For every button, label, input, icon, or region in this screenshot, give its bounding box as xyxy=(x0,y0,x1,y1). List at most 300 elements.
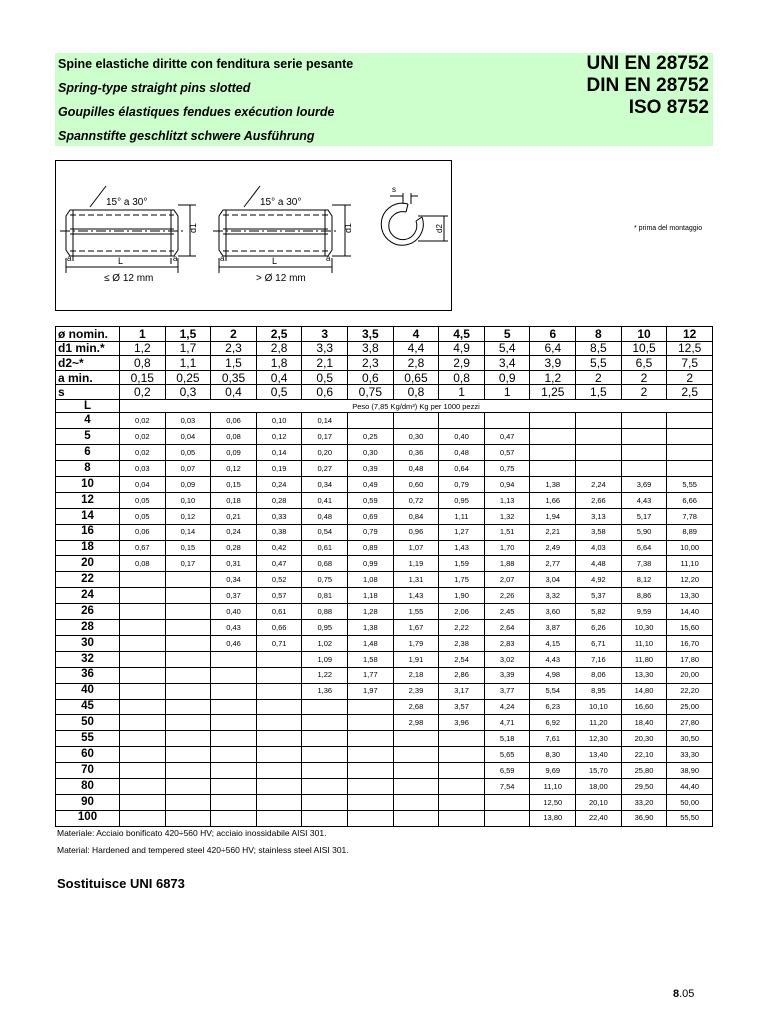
weight-value xyxy=(302,731,348,747)
weight-value: 30,50 xyxy=(667,731,713,747)
weight-value xyxy=(165,620,211,636)
weight-value: 2,26 xyxy=(484,588,530,604)
weight-value: 8,95 xyxy=(576,683,622,699)
weight-value xyxy=(439,810,485,826)
weight-value: 8,89 xyxy=(667,524,713,540)
weight-value xyxy=(256,763,302,779)
weight-value: 13,30 xyxy=(667,588,713,604)
weight-value: 5,18 xyxy=(484,731,530,747)
weight-value xyxy=(530,413,576,429)
weight-value: 4,43 xyxy=(530,651,576,667)
weight-value: 0,34 xyxy=(211,572,257,588)
weight-value: 3,60 xyxy=(530,604,576,620)
weight-value: 0,40 xyxy=(439,429,485,445)
weight-value xyxy=(439,413,485,429)
weight-value: 1,97 xyxy=(348,683,394,699)
dimension-value: 3,4 xyxy=(484,356,530,371)
weight-value: 0,57 xyxy=(256,588,302,604)
weight-value xyxy=(165,651,211,667)
weight-value: 44,40 xyxy=(667,778,713,794)
weight-value xyxy=(256,810,302,826)
weight-value xyxy=(165,667,211,683)
dimension-value: 1,8 xyxy=(256,356,302,371)
weight-value: 8,12 xyxy=(621,572,667,588)
weight-value: 0,10 xyxy=(256,413,302,429)
weight-value xyxy=(120,747,166,763)
weight-value: 0,24 xyxy=(211,524,257,540)
weight-value: 12,50 xyxy=(530,794,576,810)
length-value: 45 xyxy=(56,699,120,715)
weight-row xyxy=(56,699,713,715)
weight-value: 1,88 xyxy=(484,556,530,572)
weight-value xyxy=(256,683,302,699)
weight-value: 33,20 xyxy=(621,794,667,810)
weight-value: 0,12 xyxy=(211,461,257,477)
weight-value: 0,89 xyxy=(348,540,394,556)
dimension-value: 0,5 xyxy=(302,370,348,385)
weight-value xyxy=(484,794,530,810)
weight-value xyxy=(120,588,166,604)
weight-value xyxy=(393,731,439,747)
weight-value xyxy=(576,429,622,445)
weight-value: 20,10 xyxy=(576,794,622,810)
weight-value: 1,18 xyxy=(348,588,394,604)
weight-value: 1,13 xyxy=(484,492,530,508)
weight-row xyxy=(56,588,713,604)
weight-value xyxy=(348,731,394,747)
length-value: 26 xyxy=(56,604,120,620)
length-value: 55 xyxy=(56,731,120,747)
weight-value xyxy=(120,635,166,651)
weight-value: 1,91 xyxy=(393,651,439,667)
dimension-value: 0,2 xyxy=(120,385,166,400)
weight-value: 0,72 xyxy=(393,492,439,508)
weight-value: 3,02 xyxy=(484,651,530,667)
weight-row xyxy=(56,524,713,540)
weight-value: 0,60 xyxy=(393,477,439,493)
weight-row xyxy=(56,763,713,779)
weight-value: 15,70 xyxy=(576,763,622,779)
weight-value xyxy=(439,778,485,794)
weight-value xyxy=(576,445,622,461)
dimension-value: 0,6 xyxy=(302,385,348,400)
weight-value xyxy=(165,604,211,620)
weight-value: 0,75 xyxy=(484,461,530,477)
length-value: 14 xyxy=(56,508,120,524)
dimension-value: 5,5 xyxy=(576,356,622,371)
dimension-value: 4,9 xyxy=(439,341,485,356)
weight-row xyxy=(56,492,713,508)
weight-value: 2,24 xyxy=(576,477,622,493)
dimension-value: 1,7 xyxy=(165,341,211,356)
dimension-value: 6,5 xyxy=(621,356,667,371)
title-english: Spring-type straight pins slotted xyxy=(58,81,251,95)
weight-value: 3,57 xyxy=(439,699,485,715)
weight-value xyxy=(120,794,166,810)
dimension-value: 2,8 xyxy=(256,341,302,356)
weight-value: 0,08 xyxy=(120,556,166,572)
weight-value: 1,90 xyxy=(439,588,485,604)
weight-value: 0,81 xyxy=(302,588,348,604)
weight-value: 0,79 xyxy=(439,477,485,493)
weight-value xyxy=(211,651,257,667)
label-a-large-right: a xyxy=(326,254,331,263)
weight-value: 13,40 xyxy=(576,747,622,763)
weight-value: 0,30 xyxy=(393,429,439,445)
weight-value xyxy=(120,763,166,779)
dimensions-table-body xyxy=(56,327,713,827)
weight-value xyxy=(165,588,211,604)
weight-value xyxy=(256,794,302,810)
dimension-value: 2,5 xyxy=(667,385,713,400)
dimension-value: 0,6 xyxy=(348,370,394,385)
title-italian: Spine elastiche diritte con fenditura serie pesante xyxy=(58,57,354,71)
weight-value: 2,18 xyxy=(393,667,439,683)
weight-value: 1,08 xyxy=(348,572,394,588)
weight-value: 7,38 xyxy=(621,556,667,572)
weight-value: 1,19 xyxy=(393,556,439,572)
label-a-small-right: a xyxy=(173,254,178,263)
weight-value: 0,48 xyxy=(439,445,485,461)
weight-value: 1,66 xyxy=(530,492,576,508)
dimension-value: 0,4 xyxy=(211,385,257,400)
weight-value xyxy=(120,699,166,715)
weight-value xyxy=(348,763,394,779)
dimension-value: 2 xyxy=(621,370,667,385)
weight-value: 0,48 xyxy=(302,508,348,524)
weight-value: 0,61 xyxy=(256,604,302,620)
weight-value: 0,09 xyxy=(165,477,211,493)
weight-value xyxy=(576,461,622,477)
weight-value: 1,38 xyxy=(530,477,576,493)
label-s: s xyxy=(392,185,396,194)
weight-value: 13,30 xyxy=(621,667,667,683)
weight-value: 7,16 xyxy=(576,651,622,667)
label-L-large: L xyxy=(272,256,278,266)
weight-value: 4,03 xyxy=(576,540,622,556)
weight-value xyxy=(165,715,211,731)
weight-value: 13,80 xyxy=(530,810,576,826)
weight-value: 0,06 xyxy=(120,524,166,540)
weight-row xyxy=(56,747,713,763)
length-value: 4 xyxy=(56,413,120,429)
weight-value xyxy=(211,683,257,699)
page-number xyxy=(673,988,694,1000)
weight-value: 1,31 xyxy=(393,572,439,588)
weight-value xyxy=(484,810,530,826)
replaces-standard: Sostituisce UNI 6873 xyxy=(57,876,185,891)
weight-value xyxy=(393,763,439,779)
weight-value: 0,05 xyxy=(165,445,211,461)
dimension-value: 0,9 xyxy=(484,370,530,385)
weight-value: 11,10 xyxy=(621,635,667,651)
weight-value xyxy=(348,413,394,429)
dimension-value: 2 xyxy=(667,370,713,385)
weight-value xyxy=(256,651,302,667)
weight-value: 6,59 xyxy=(484,763,530,779)
weight-value: 0,94 xyxy=(484,477,530,493)
weight-value: 0,12 xyxy=(165,508,211,524)
weight-value: 0,95 xyxy=(302,620,348,636)
dimension-value: 0,15 xyxy=(120,370,166,385)
dimension-label: d1 min.* xyxy=(56,341,120,356)
weight-value xyxy=(621,429,667,445)
weight-value: 0,18 xyxy=(211,492,257,508)
weight-value: 3,87 xyxy=(530,620,576,636)
weight-value: 1,38 xyxy=(348,620,394,636)
weight-value: 3,69 xyxy=(621,477,667,493)
weight-row xyxy=(56,556,713,572)
weight-value: 50,00 xyxy=(667,794,713,810)
weight-value: 0,20 xyxy=(302,445,348,461)
weight-value: 0,05 xyxy=(120,492,166,508)
dimension-value: 1,25 xyxy=(530,385,576,400)
dimension-value: 7,5 xyxy=(667,356,713,371)
weight-value: 1,28 xyxy=(348,604,394,620)
weight-value: 6,66 xyxy=(667,492,713,508)
weight-value: 22,10 xyxy=(621,747,667,763)
weight-value xyxy=(120,667,166,683)
weight-value xyxy=(211,778,257,794)
weight-value: 3,77 xyxy=(484,683,530,699)
weight-value: 0,88 xyxy=(302,604,348,620)
weight-value: 0,36 xyxy=(393,445,439,461)
weight-row xyxy=(56,667,713,683)
dimension-value: 3,3 xyxy=(302,341,348,356)
weight-value: 0,04 xyxy=(165,429,211,445)
weight-value: 27,80 xyxy=(667,715,713,731)
dimension-value: 10 xyxy=(621,327,667,342)
weight-value: 12,30 xyxy=(576,731,622,747)
length-header: L xyxy=(56,399,120,413)
weight-value: 1,43 xyxy=(439,540,485,556)
weight-caption: Peso (7,85 Kg/dm³) Kg per 1000 pezzi xyxy=(120,399,713,413)
dimension-row xyxy=(56,327,713,342)
section-drawing xyxy=(381,193,448,245)
weight-value xyxy=(302,747,348,763)
weight-value: 0,33 xyxy=(256,508,302,524)
dimension-value: 2 xyxy=(621,385,667,400)
weight-value: 3,39 xyxy=(484,667,530,683)
weight-value: 0,10 xyxy=(165,492,211,508)
weight-value: 2,49 xyxy=(530,540,576,556)
weight-value: 0,07 xyxy=(165,461,211,477)
weight-value: 11,10 xyxy=(667,556,713,572)
weight-value: 7,61 xyxy=(530,731,576,747)
weight-value: 1,79 xyxy=(393,635,439,651)
weight-row xyxy=(56,413,713,429)
weight-value: 1,36 xyxy=(302,683,348,699)
weight-value xyxy=(165,683,211,699)
standard-din: DIN EN 28752 xyxy=(586,75,709,96)
weight-value: 5,65 xyxy=(484,747,530,763)
dimension-value: 1,5 xyxy=(165,327,211,342)
weight-value xyxy=(621,445,667,461)
weight-value: 2,64 xyxy=(484,620,530,636)
weight-value: 2,86 xyxy=(439,667,485,683)
dimension-value: 0,35 xyxy=(211,370,257,385)
weight-row xyxy=(56,810,713,826)
weight-value xyxy=(530,445,576,461)
dimension-value: 2 xyxy=(576,370,622,385)
weight-value: 4,24 xyxy=(484,699,530,715)
weight-value: 1,75 xyxy=(439,572,485,588)
weight-value: 0,37 xyxy=(211,588,257,604)
length-value: 70 xyxy=(56,763,120,779)
weight-value: 6,23 xyxy=(530,699,576,715)
weight-value xyxy=(667,429,713,445)
weight-value: 6,92 xyxy=(530,715,576,731)
weight-value: 0,61 xyxy=(302,540,348,556)
page-sub: .05 xyxy=(679,988,695,1000)
weight-value: 1,27 xyxy=(439,524,485,540)
weight-value: 0,75 xyxy=(302,572,348,588)
weight-value: 0,54 xyxy=(302,524,348,540)
weight-value: 0,17 xyxy=(302,429,348,445)
weight-value xyxy=(302,699,348,715)
weight-value: 29,50 xyxy=(621,778,667,794)
weight-row xyxy=(56,508,713,524)
dimension-value: 12 xyxy=(667,327,713,342)
weight-value: 0,27 xyxy=(302,461,348,477)
weight-value: 0,34 xyxy=(302,477,348,493)
weight-value: 2,06 xyxy=(439,604,485,620)
weight-row xyxy=(56,461,713,477)
weight-value: 9,69 xyxy=(530,763,576,779)
weight-value: 38,90 xyxy=(667,763,713,779)
length-value: 18 xyxy=(56,540,120,556)
weight-value: 9,59 xyxy=(621,604,667,620)
weight-value: 0,49 xyxy=(348,477,394,493)
weight-value: 20,00 xyxy=(667,667,713,683)
page-section: 8 xyxy=(673,988,680,1000)
weight-value xyxy=(484,413,530,429)
weight-value xyxy=(302,794,348,810)
weight-value: 0,05 xyxy=(120,508,166,524)
weight-value xyxy=(302,810,348,826)
weight-value: 33,30 xyxy=(667,747,713,763)
weight-row xyxy=(56,731,713,747)
weight-value xyxy=(348,699,394,715)
weight-row xyxy=(56,445,713,461)
weight-value: 25,00 xyxy=(667,699,713,715)
length-value: 40 xyxy=(56,683,120,699)
dimension-value: 3,9 xyxy=(530,356,576,371)
weight-value: 3,17 xyxy=(439,683,485,699)
dimension-value: 2,8 xyxy=(393,356,439,371)
weight-value xyxy=(256,731,302,747)
label-a-large-left: a xyxy=(220,254,225,263)
label-d2: d2 xyxy=(435,224,444,233)
weight-value: 3,58 xyxy=(576,524,622,540)
weight-value: 0,15 xyxy=(165,540,211,556)
weight-value xyxy=(393,810,439,826)
label-d1-large: d1 xyxy=(343,222,353,233)
length-value: 80 xyxy=(56,778,120,794)
weight-value: 0,14 xyxy=(256,445,302,461)
weight-value: 3,04 xyxy=(530,572,576,588)
dimension-value: 3,5 xyxy=(348,327,394,342)
length-value: 32 xyxy=(56,651,120,667)
length-value: 28 xyxy=(56,620,120,636)
weight-value xyxy=(576,413,622,429)
weight-value: 0,39 xyxy=(348,461,394,477)
dimension-value: 0,5 xyxy=(256,385,302,400)
weight-value: 1,07 xyxy=(393,540,439,556)
weight-value: 0,04 xyxy=(120,477,166,493)
weight-value: 5,82 xyxy=(576,604,622,620)
weight-value: 3,96 xyxy=(439,715,485,731)
title-french: Goupilles élastiques fendues exécution lourde xyxy=(58,105,335,119)
length-value: 22 xyxy=(56,572,120,588)
weight-value: 0,64 xyxy=(439,461,485,477)
dimension-value: 0,8 xyxy=(120,356,166,371)
weight-value: 0,48 xyxy=(393,461,439,477)
dimension-label: ø nomin. xyxy=(56,327,120,342)
weight-value: 0,42 xyxy=(256,540,302,556)
dimension-value: 3,8 xyxy=(348,341,394,356)
weight-value xyxy=(165,778,211,794)
weight-value xyxy=(211,667,257,683)
weight-value xyxy=(530,429,576,445)
dimension-row xyxy=(56,341,713,356)
weight-row xyxy=(56,540,713,556)
weight-value: 0,71 xyxy=(256,635,302,651)
weight-value xyxy=(393,794,439,810)
weight-value: 18,40 xyxy=(621,715,667,731)
weight-value xyxy=(120,651,166,667)
weight-value: 2,54 xyxy=(439,651,485,667)
weight-value: 1,09 xyxy=(302,651,348,667)
weight-value xyxy=(348,794,394,810)
weight-value: 0,47 xyxy=(484,429,530,445)
weight-value: 5,54 xyxy=(530,683,576,699)
weight-value xyxy=(211,763,257,779)
weight-value: 6,71 xyxy=(576,635,622,651)
weight-value: 16,70 xyxy=(667,635,713,651)
weight-value: 4,48 xyxy=(576,556,622,572)
note-small-diameter: ≤ Ø 12 mm xyxy=(104,273,154,284)
length-value: 10 xyxy=(56,477,120,493)
dimension-value: 2,9 xyxy=(439,356,485,371)
weight-value xyxy=(120,620,166,636)
weight-value: 0,15 xyxy=(211,477,257,493)
dimension-value: 1 xyxy=(484,385,530,400)
length-value: 90 xyxy=(56,794,120,810)
weight-value: 12,20 xyxy=(667,572,713,588)
weight-value: 5,17 xyxy=(621,508,667,524)
dimensions-table xyxy=(55,326,713,827)
length-value: 60 xyxy=(56,747,120,763)
weight-value xyxy=(256,667,302,683)
weight-value xyxy=(439,731,485,747)
weight-value: 0,40 xyxy=(211,604,257,620)
weight-value: 1,70 xyxy=(484,540,530,556)
weight-value: 0,59 xyxy=(348,492,394,508)
weight-row xyxy=(56,651,713,667)
weight-value xyxy=(211,794,257,810)
weight-value xyxy=(256,699,302,715)
weight-value: 0,57 xyxy=(484,445,530,461)
weight-value xyxy=(120,715,166,731)
dimension-value: 3 xyxy=(302,327,348,342)
weight-value: 7,78 xyxy=(667,508,713,524)
dimension-value: 1,1 xyxy=(165,356,211,371)
weight-row xyxy=(56,715,713,731)
weight-value: 0,95 xyxy=(439,492,485,508)
weight-value: 1,22 xyxy=(302,667,348,683)
title-german: Spannstifte geschlitzt schwere Ausführung xyxy=(58,129,315,143)
